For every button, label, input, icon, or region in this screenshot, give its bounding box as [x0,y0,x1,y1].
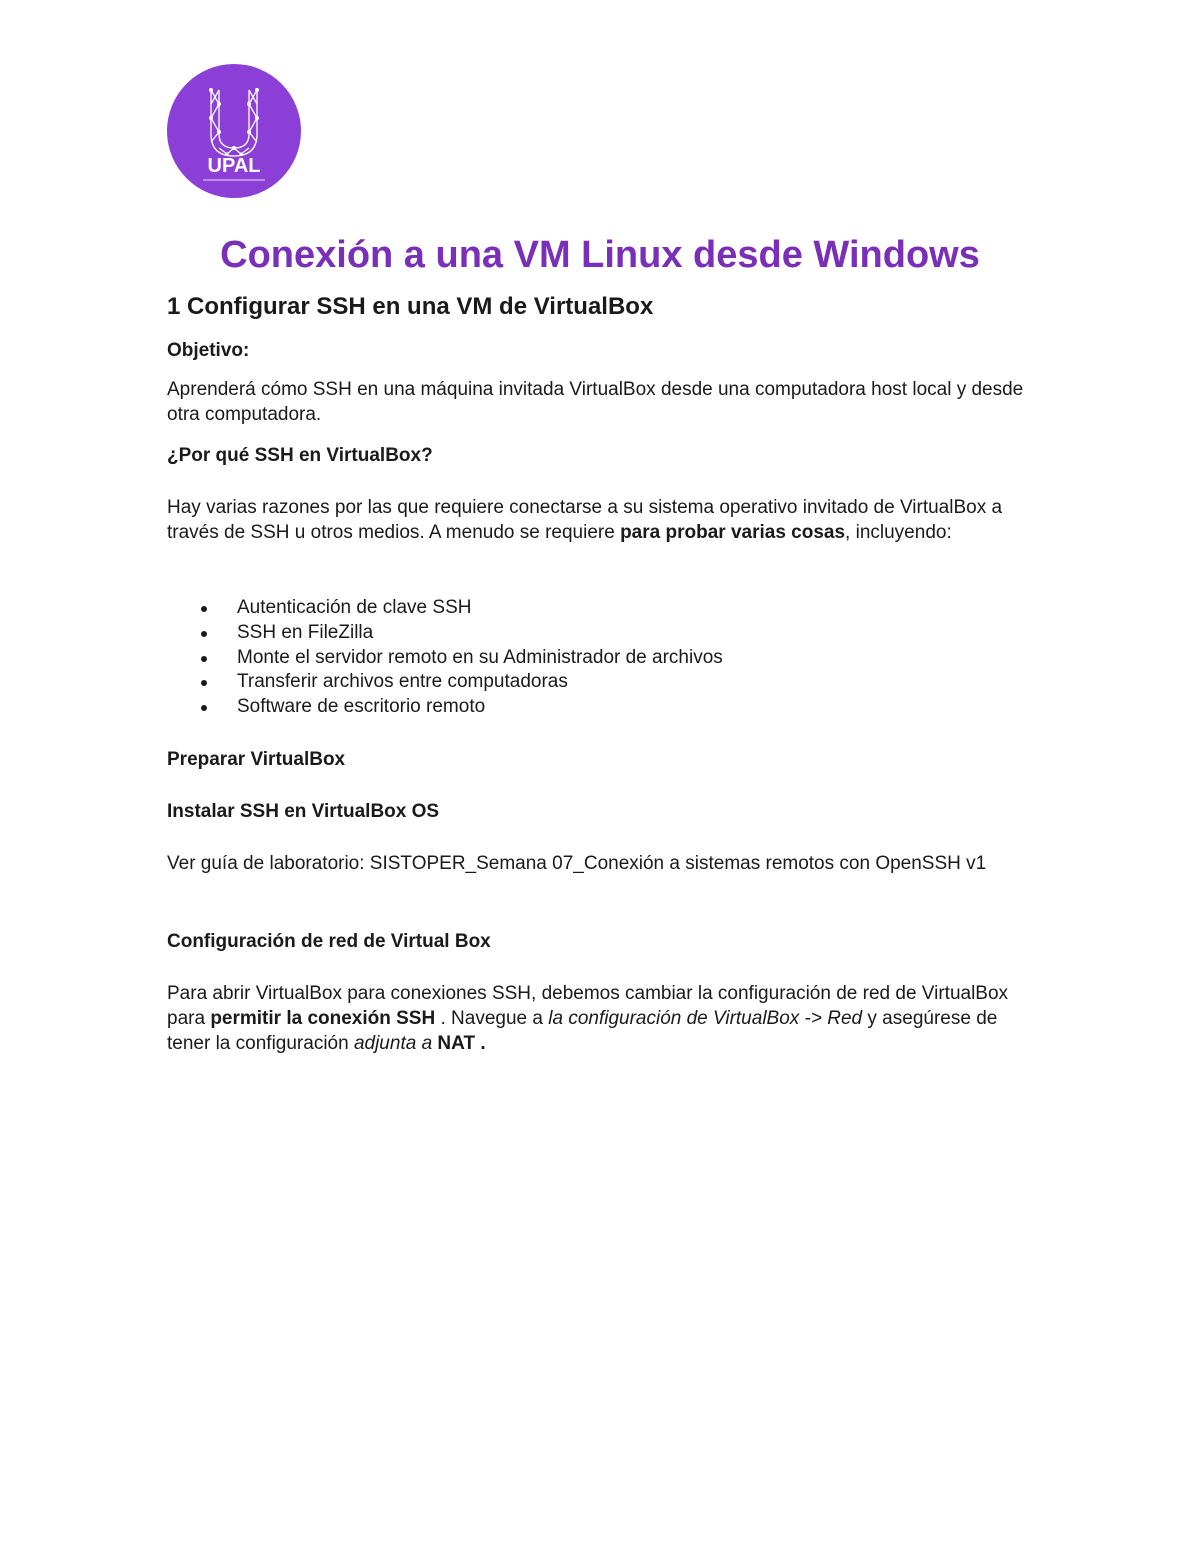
network-text-part5: . [475,1033,486,1054]
page-title: Conexión a una VM Linux desde Windows [220,234,980,276]
list-item [167,596,723,621]
guide-text: Ver guía de laboratorio: SISTOPER_Semana 07_Conexión a sistemas remotos con OpenSSH v1 [167,853,987,874]
upal-logo-graphic [167,64,301,198]
list-item [167,646,723,671]
bullet-icon [201,606,207,612]
objective-label: Objetivo: [167,340,250,361]
list-item [167,695,723,720]
list-item-text: Transferir archivos entre computadoras [237,671,568,693]
prepare-label: Preparar VirtualBox [167,749,346,770]
bullet-icon [201,705,207,711]
network-text-part2: . Navegue a [435,1008,549,1029]
network-text-italic2: adjunta a [353,1033,433,1054]
logo-text: UPAL [207,155,261,177]
section-title: 1 Configurar SSH en una VM de VirtualBox [167,293,654,320]
list-item-text: Monte el servidor remoto en su Administrador de archivos [237,646,723,668]
bullet-icon [201,631,207,637]
network-text-italic1: la configuración de VirtualBox -> Red [548,1008,863,1029]
install-label: Instalar SSH en VirtualBox OS [167,801,440,822]
list-item [167,621,723,646]
network-text-part1: Para abrir VirtualBox para conexiones SSH, debemos cambiar la configuración de red de VirtualBox para [167,983,1009,1029]
network-text-bold1: permitir la conexión SSH [210,1008,436,1029]
bullet-icon [201,656,207,662]
bullet-icon [201,680,207,686]
bullet-list [167,596,723,720]
why-text-bold: para probar varias cosas [620,522,846,543]
why-text-part2: , incluyendo: [845,522,952,543]
why-label: ¿Por qué SSH en VirtualBox? [167,445,433,466]
why-text-part1: Hay varias razones por las que requiere conectarse a su sistema operativo invitado de VirtualBox a través de SSH u otros medios. A menudo se requiere [167,497,1003,543]
objective-text: Aprenderá cómo SSH en una máquina invitada VirtualBox desde una computadora host local y desde otra computadora. [167,379,1024,425]
upal-logo [167,64,301,198]
list-item-text: Software de escritorio remoto [237,696,486,718]
why-paragraph [167,495,1037,545]
list-item [167,670,723,695]
network-text-bold2: NAT [437,1033,476,1054]
network-paragraph [167,981,1037,1056]
list-item-text: SSH en FileZilla [237,621,374,643]
list-item-text: Autenticación de clave SSH [237,597,472,618]
network-label: Configuración de red de Virtual Box [167,931,491,952]
network-text-part3: y asegúrese de tener la configuración [167,1008,998,1054]
